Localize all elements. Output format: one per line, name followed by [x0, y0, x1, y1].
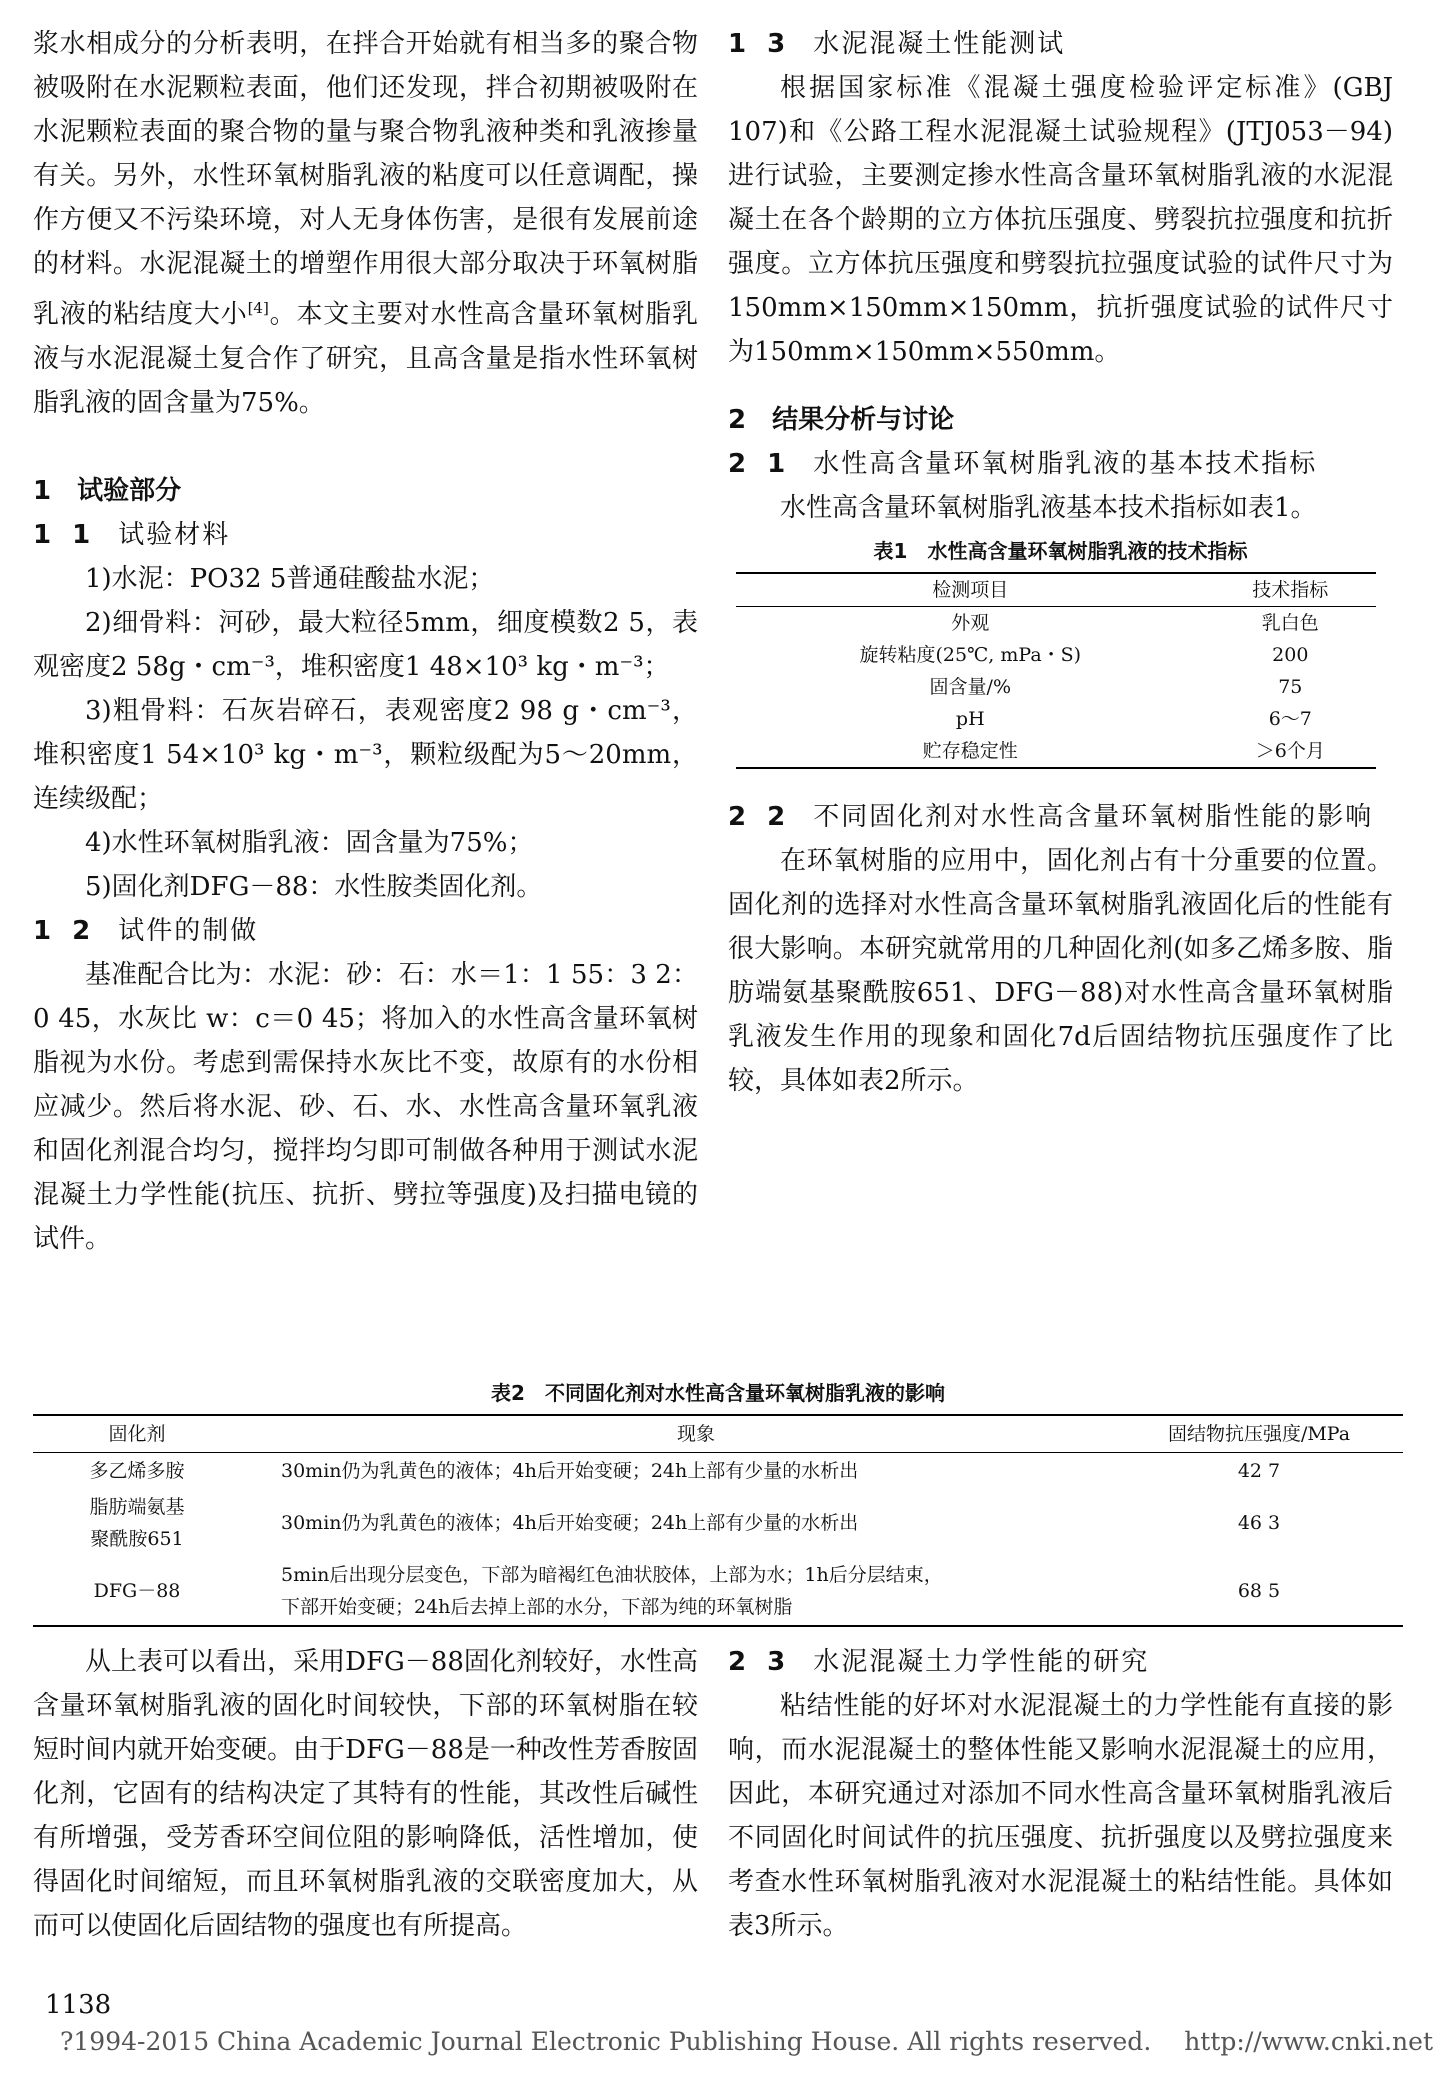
right-column: [728, 22, 1393, 1103]
table-row: 旋转粘度(25℃, mPa・S) 200: [859, 644, 1309, 666]
table2-header-cell: 现象: [676, 1423, 715, 1445]
table2-header-row: [33, 1415, 1403, 1453]
table2-header-cell: 固结物抗压强度/MPa: [1167, 1423, 1351, 1445]
table1-header-cell: 技术指标: [1252, 579, 1329, 601]
material-item-5: 5)固化剂DFG－88：水性胺类固化剂。: [85, 871, 543, 902]
reference-mark: [4]: [247, 299, 269, 317]
table2-caption: 表2 不同固化剂对水性高含量环氧树脂乳液的影响: [491, 1381, 945, 1405]
material-item-3: 3)粗骨料：石灰岩碎石，表观密度2 98 g・cm⁻³，堆积密度1 54×10³ kg・m⁻³，颗粒级配为5～20mm，连续级配；: [33, 695, 698, 814]
specimen-paragraph: 基准配合比为：水泥：砂：石：水＝1：1 55：3 2：0 45，水灰比 w：c＝0 45；将加入的水性高含量环氧树脂视为水份。考虑到需保持水灰比不变，故原有的水份相应减少。然后将水泥、砂、石、水、水性高含量环氧乳液和固化剂混合均匀，搅拌均匀即可制做各种用于测试水泥混凝土力学性能(抗压、抗折、劈拉等强度)及扫描电镜的试件。: [33, 959, 698, 1254]
copyright-footer: ?1994-2015 China Academic Journal Electronic Publishing House. All rights reserved. http://www.cnki.net: [60, 2027, 1433, 2056]
subsection-heading-1-2: 1 2 试件的制做: [33, 915, 259, 946]
table1-header-row: [736, 573, 1376, 607]
table-row: DFG－88 5min后出现分层变色，下部为暗褐红色油状胶体，上部为水；1h后分层结束， 下部开始变硬；24h后去掉上部的水分，下部为纯的环氧树脂 68 5: [33, 1557, 1403, 1626]
page-number: 1138: [45, 1990, 112, 2020]
section-heading-2: 2 结果分析与讨论: [728, 405, 955, 435]
curing-agent-paragraph: 在环氧树脂的应用中，固化剂占有十分重要的位置。固化剂的选择对水性高含量环氧树脂乳液固化后的性能有很大影响。本研究就常用的几种固化剂(如多乙烯多胺、脂肪端氨基聚酰胺651、DFG－88)对水性高含量环氧树脂乳液发生作用的现象和固化7d后固结物抗压强度作了比较，具体如表2所示。: [728, 846, 1393, 1096]
table-row: 固含量/% 75: [929, 676, 1303, 698]
table-row: 多乙烯多胺 30min仍为乳黄色的液体；4h后开始变硬；24h上部有少量的水析出 42 7: [89, 1460, 1281, 1482]
table-row: 脂肪端氨基 聚酰胺651 30min仍为乳黄色的液体；4h后开始变硬；24h上部有少量的水析出 46 3: [89, 1496, 1281, 1550]
table-row: 贮存稳定性 ＞6个月: [736, 735, 1376, 768]
table2-container: [33, 1372, 1403, 1627]
table1: [736, 572, 1376, 769]
material-item-1: 1)水泥：PO32 5普通硅酸盐水泥；: [85, 563, 495, 594]
testing-paragraph: 根据国家标准《混凝土强度检验评定标准》(GBJ 107)和《公路工程水泥混凝土试验规程》(JTJ053－94)进行试验，主要测定掺水性高含量环氧树脂乳液的水泥混凝土在各个龄期的立方体抗压强度、劈裂抗拉强度和抗折强度。立方体抗压强度和劈裂抗拉强度试验的试件尺寸为150mm×150mm×150mm，抗折强度试验的试件尺寸为150mm×150mm×550mm。: [728, 73, 1393, 367]
table-row: 外观 乳白色: [951, 612, 1319, 634]
table2: [33, 1414, 1403, 1627]
left-column-bottom: [33, 1640, 698, 1948]
subsection-heading-2-3: 2 3 水泥混凝土力学性能的研究: [728, 1647, 1150, 1677]
right-column-bottom: [728, 1640, 1393, 1948]
table-row: pH 6～7: [955, 708, 1312, 730]
left-column: [33, 22, 698, 1261]
indicators-paragraph: 水性高含量环氧树脂乳液基本技术指标如表1。: [780, 493, 1317, 523]
material-item-4: 4)水性环氧树脂乳液：固含量为75%；: [85, 827, 534, 858]
section-heading-1: 1 试验部分: [33, 475, 182, 506]
subsection-heading-1-3: 1 3 水泥混凝土性能测试: [728, 29, 1066, 59]
table1-caption: 表1 水性高含量环氧树脂乳液的技术指标: [873, 539, 1248, 563]
subsection-heading-1-1: 1 1 试验材料: [33, 519, 231, 550]
subsection-heading-2-2: 2 2 不同固化剂对水性高含量环氧树脂性能的影响: [728, 802, 1374, 832]
material-item-2: 2)细骨料：河砂，最大粒径5mm，细度模数2 5，表观密度2 58g・cm⁻³，堆积密度1 48×10³ kg・m⁻³；: [33, 607, 698, 682]
table1-header-cell: 检测项目: [932, 579, 1009, 601]
mechanical-paragraph: 粘结性能的好坏对水泥混凝土的力学性能有直接的影响，而水泥混凝土的整体性能又影响水泥混凝土的应用，因此，本研究通过对添加不同水性高含量环氧树脂乳液后不同固化时间试件的抗压强度、抗折强度以及劈拉强度来考查水性环氧树脂乳液对水泥混凝土的粘结性能。具体如表3所示。: [728, 1691, 1393, 1941]
table2-header-cell: 固化剂: [108, 1423, 166, 1445]
subsection-heading-2-1: 2 1 水性高含量环氧树脂乳液的基本技术指标: [728, 449, 1318, 479]
intro-paragraph: 浆水相成分的分析表明，在拌合开始就有相当多的聚合物被吸附在水泥颗粒表面，他们还发现，拌合初期被吸附在水泥颗粒表面的聚合物的量与聚合物乳液种类和乳液掺量有关。另外，水性环氧树脂乳液的粘度可以任意调配，操作方便又不污染环境，对人无身体伤害，是很有发展前途的材料。水泥混凝土的增塑作用很大部分取决于环氧树脂乳液的粘结度大小[4]。本文主要对水性高含量环氧树脂乳液与水泥混凝土复合作了研究，且高含量是指水性环氧树脂乳液的固含量为75%。: [33, 29, 698, 418]
analysis-paragraph: 从上表可以看出，采用DFG－88固化剂较好，水性高含量环氧树脂乳液的固化时间较快，下部的环氧树脂在较短时间内就开始变硬。由于DFG－88是一种改性芳香胺固化剂，它固有的结构决定了其特有的性能，其改性后碱性有所增强，受芳香环空间位阻的影响降低，活性增加，使得固化时间缩短，而且环氧树脂乳液的交联密度加大，从而可以使固化后固结物的强度也有所提高。: [33, 1647, 698, 1941]
